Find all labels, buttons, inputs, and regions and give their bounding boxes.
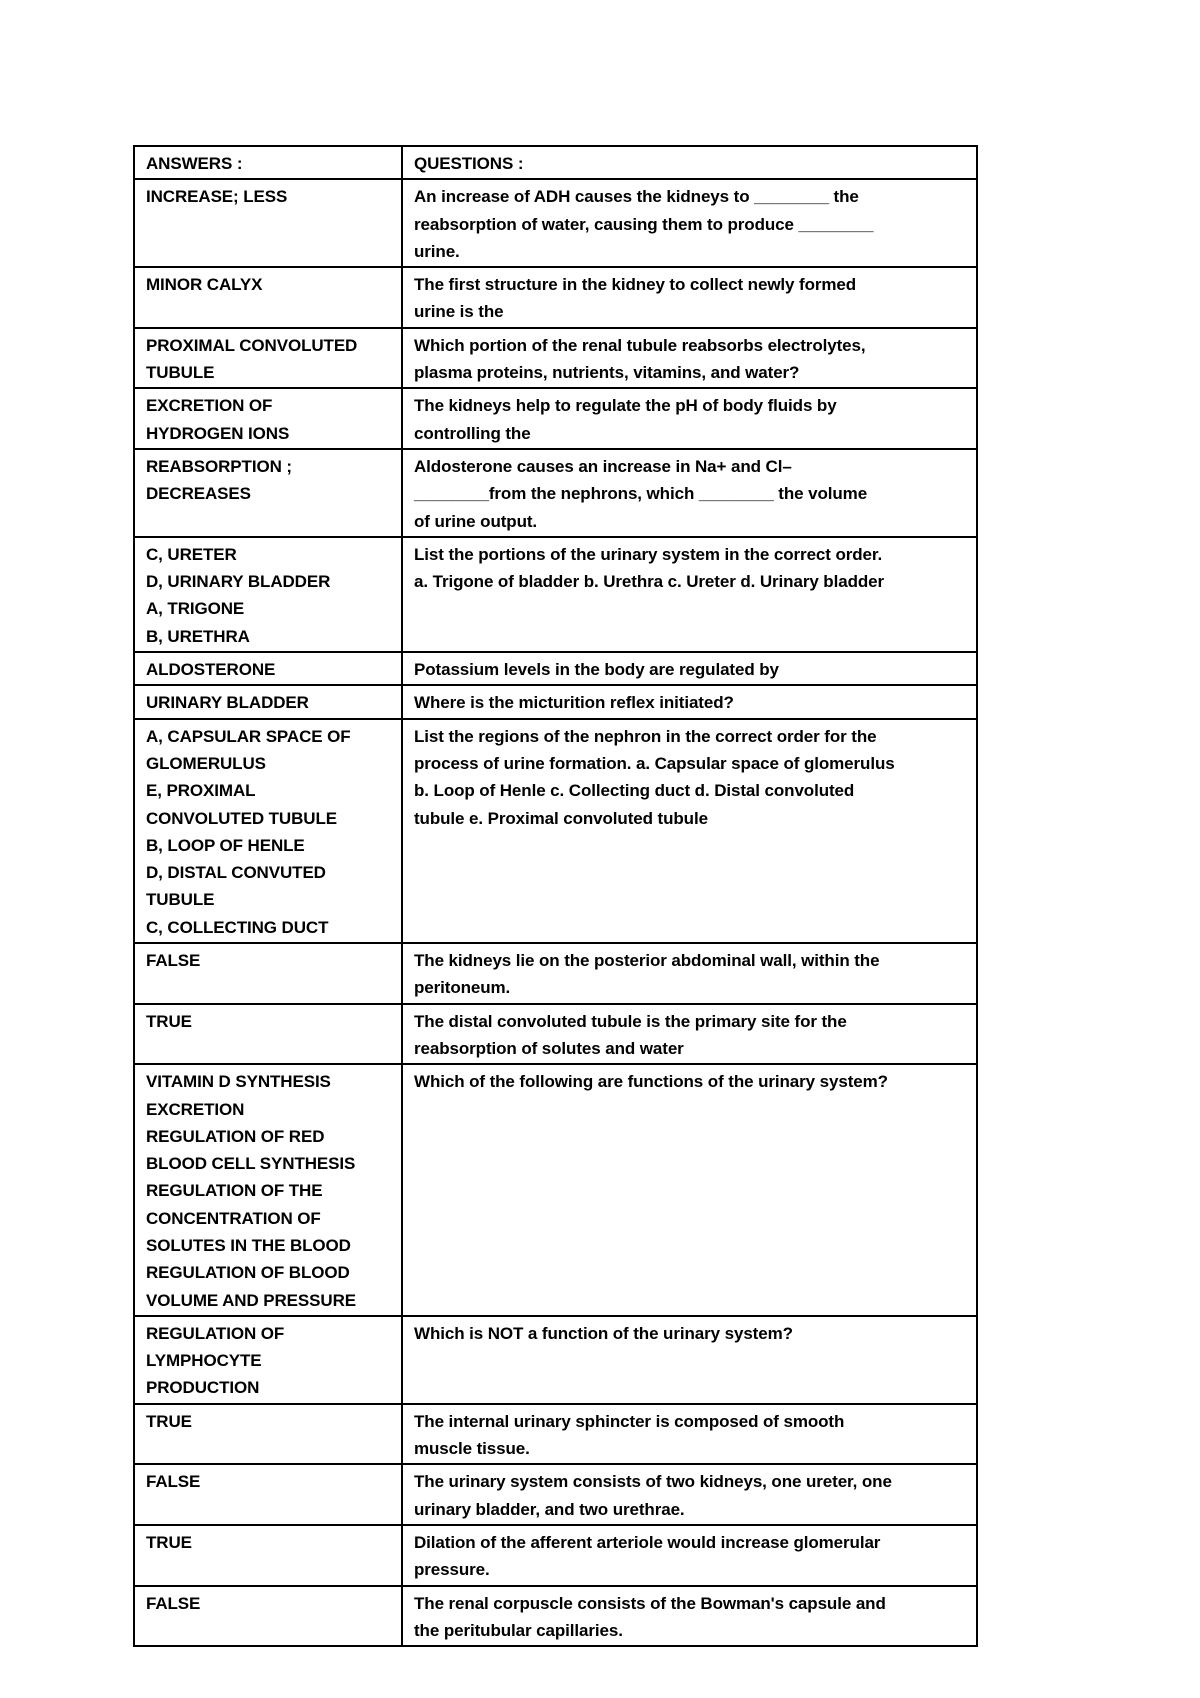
- question-cell: [402, 1464, 977, 1525]
- question-cell: [402, 685, 977, 718]
- answer-line: LYMPHOCYTE: [146, 1351, 262, 1371]
- question-line: controlling the: [414, 423, 531, 443]
- answer-cell: [134, 1464, 402, 1525]
- question-line: Dilation of the afferent arteriole would increase glomerular: [414, 1532, 881, 1552]
- question-line: muscle tissue.: [414, 1439, 530, 1459]
- answer-line: TRUE: [146, 1532, 192, 1552]
- answer-line: GLOMERULUS: [146, 753, 266, 773]
- answer-cell: [134, 943, 402, 1004]
- answer-line: A, TRIGONE: [146, 599, 245, 619]
- answer-cell: [134, 328, 402, 389]
- question-cell: [402, 652, 977, 685]
- question-line: The internal urinary sphincter is composed of smooth: [414, 1411, 845, 1431]
- question-line: a. Trigone of bladder b. Urethra c. Ureter d. Urinary bladder: [414, 572, 885, 592]
- question-line: List the regions of the nephron in the correct order for the: [414, 726, 877, 746]
- answer-line: CONCENTRATION OF: [146, 1208, 321, 1228]
- question-line: of urine output.: [414, 511, 538, 531]
- answer-line: TRUE: [146, 1411, 192, 1431]
- answer-cell: [134, 449, 402, 537]
- answer-line: TUBULE: [146, 363, 215, 383]
- table-row: [134, 328, 977, 389]
- question-line: urinary bladder, and two urethrae.: [414, 1499, 685, 1519]
- question-cell: [402, 1064, 977, 1316]
- answer-cell: [134, 1404, 402, 1465]
- answer-cell: [134, 179, 402, 267]
- answers-questions-table: [133, 145, 978, 1647]
- answer-line: DECREASES: [146, 484, 251, 504]
- answer-line: FALSE: [146, 1593, 201, 1613]
- table-row: [134, 537, 977, 652]
- table-row: [134, 449, 977, 537]
- question-cell: [402, 179, 977, 267]
- table-row: [134, 685, 977, 718]
- question-line: process of urine formation. a. Capsular space of glomerulus: [414, 753, 895, 773]
- question-line: the peritubular capillaries.: [414, 1620, 623, 1640]
- answer-cell: [134, 1316, 402, 1404]
- answer-line: FALSE: [146, 951, 201, 971]
- answer-cell: [134, 1004, 402, 1065]
- question-cell: [402, 1404, 977, 1465]
- question-line: tubule e. Proximal convoluted tubule: [414, 808, 708, 828]
- answer-cell: [134, 685, 402, 718]
- answer-line: C, URETER: [146, 544, 237, 564]
- question-line: reabsorption of solutes and water: [414, 1038, 684, 1058]
- answer-cell: [134, 1586, 402, 1647]
- answer-line: EXCRETION OF: [146, 396, 273, 416]
- table-row: [134, 1586, 977, 1647]
- question-line: List the portions of the urinary system in the correct order.: [414, 544, 883, 564]
- answer-line: TUBULE: [146, 890, 215, 910]
- answer-cell: [134, 1064, 402, 1316]
- table-row: [134, 943, 977, 1004]
- question-cell: [402, 943, 977, 1004]
- answer-line: URINARY BLADDER: [146, 693, 309, 713]
- question-line: plasma proteins, nutrients, vitamins, and water?: [414, 363, 800, 383]
- answer-line: REABSORPTION ;: [146, 456, 292, 476]
- table-row: [134, 652, 977, 685]
- question-line: An increase of ADH causes the kidneys to ________ the: [414, 187, 859, 207]
- answer-line: PROXIMAL CONVOLUTED: [146, 335, 358, 355]
- answer-line: SOLUTES IN THE BLOOD: [146, 1235, 351, 1255]
- answer-line: HYDROGEN IONS: [146, 423, 290, 443]
- question-line: Where is the micturition reflex initiated?: [414, 693, 734, 713]
- table-row: [134, 179, 977, 267]
- answer-cell: [134, 1525, 402, 1586]
- question-line: urine is the: [414, 302, 504, 322]
- answer-line: FALSE: [146, 1472, 201, 1492]
- answer-cell: [134, 388, 402, 449]
- question-cell: [402, 328, 977, 389]
- answer-line: REGULATION OF BLOOD: [146, 1263, 350, 1283]
- answer-line: VITAMIN D SYNTHESIS: [146, 1072, 331, 1092]
- answer-line: B, LOOP OF HENLE: [146, 835, 305, 855]
- question-line: Which is NOT a function of the urinary system?: [414, 1323, 793, 1343]
- answer-line: REGULATION OF: [146, 1323, 285, 1343]
- question-line: peritoneum.: [414, 978, 511, 998]
- question-cell: [402, 1316, 977, 1404]
- table-row: [134, 1464, 977, 1525]
- answer-line: D, URINARY BLADDER: [146, 572, 331, 592]
- answer-line: ALDOSTERONE: [146, 660, 276, 680]
- answer-line: B, URETHRA: [146, 626, 250, 646]
- question-line: Potassium levels in the body are regulated by: [414, 660, 779, 680]
- table-row: [134, 1525, 977, 1586]
- answer-line: BLOOD CELL SYNTHESIS: [146, 1154, 356, 1174]
- answer-line: TRUE: [146, 1011, 192, 1031]
- answer-cell: [134, 537, 402, 652]
- question-cell: [402, 267, 977, 328]
- question-line: reabsorption of water, causing them to produce ________: [414, 214, 874, 234]
- question-cell: [402, 388, 977, 449]
- answer-line: VOLUME AND PRESSURE: [146, 1290, 356, 1310]
- question-line: The kidneys help to regulate the pH of body fluids by: [414, 396, 837, 416]
- question-cell: [402, 719, 977, 943]
- question-line: The kidneys lie on the posterior abdominal wall, within the: [414, 951, 880, 971]
- table-row: [134, 1316, 977, 1404]
- questions-header: QUESTIONS :: [402, 146, 977, 179]
- answer-line: PRODUCTION: [146, 1378, 260, 1398]
- answer-cell: [134, 267, 402, 328]
- question-line: The distal convoluted tubule is the primary site for the: [414, 1011, 847, 1031]
- answers-header: ANSWERS :: [134, 146, 402, 179]
- table-row: [134, 1404, 977, 1465]
- answer-line: EXCRETION: [146, 1099, 245, 1119]
- answer-line: C, COLLECTING DUCT: [146, 917, 329, 937]
- answer-line: E, PROXIMAL: [146, 781, 256, 801]
- question-line: b. Loop of Henle c. Collecting duct d. Distal convoluted: [414, 781, 855, 801]
- question-line: The urinary system consists of two kidneys, one ureter, one: [414, 1472, 892, 1492]
- answer-line: REGULATION OF RED: [146, 1126, 325, 1146]
- question-line: urine.: [414, 241, 460, 261]
- table-row: [134, 267, 977, 328]
- question-line: The first structure in the kidney to collect newly formed: [414, 275, 857, 295]
- question-line: Which portion of the renal tubule reabsorbs electrolytes,: [414, 335, 866, 355]
- table-row: [134, 1004, 977, 1065]
- question-cell: [402, 449, 977, 537]
- question-line: pressure.: [414, 1560, 490, 1580]
- answer-line: CONVOLUTED TUBULE: [146, 808, 337, 828]
- answer-line: D, DISTAL CONVUTED: [146, 863, 326, 883]
- table-row: [134, 1064, 977, 1316]
- answer-line: INCREASE; LESS: [146, 187, 288, 207]
- question-line: The renal corpuscle consists of the Bowman's capsule and: [414, 1593, 886, 1613]
- question-cell: [402, 537, 977, 652]
- question-line: ________from the nephrons, which ________ the volume: [414, 484, 868, 504]
- answer-line: MINOR CALYX: [146, 275, 263, 295]
- table-row: [134, 388, 977, 449]
- question-cell: [402, 1004, 977, 1065]
- answer-line: REGULATION OF THE: [146, 1181, 323, 1201]
- answer-cell: [134, 652, 402, 685]
- question-cell: [402, 1586, 977, 1647]
- table-header-row: [134, 146, 977, 179]
- answer-cell: [134, 719, 402, 943]
- question-line: Aldosterone causes an increase in Na+ and Cl–: [414, 456, 792, 476]
- table-row: [134, 719, 977, 943]
- answer-line: A, CAPSULAR SPACE OF: [146, 726, 351, 746]
- question-line: Which of the following are functions of the urinary system?: [414, 1072, 888, 1092]
- question-cell: [402, 1525, 977, 1586]
